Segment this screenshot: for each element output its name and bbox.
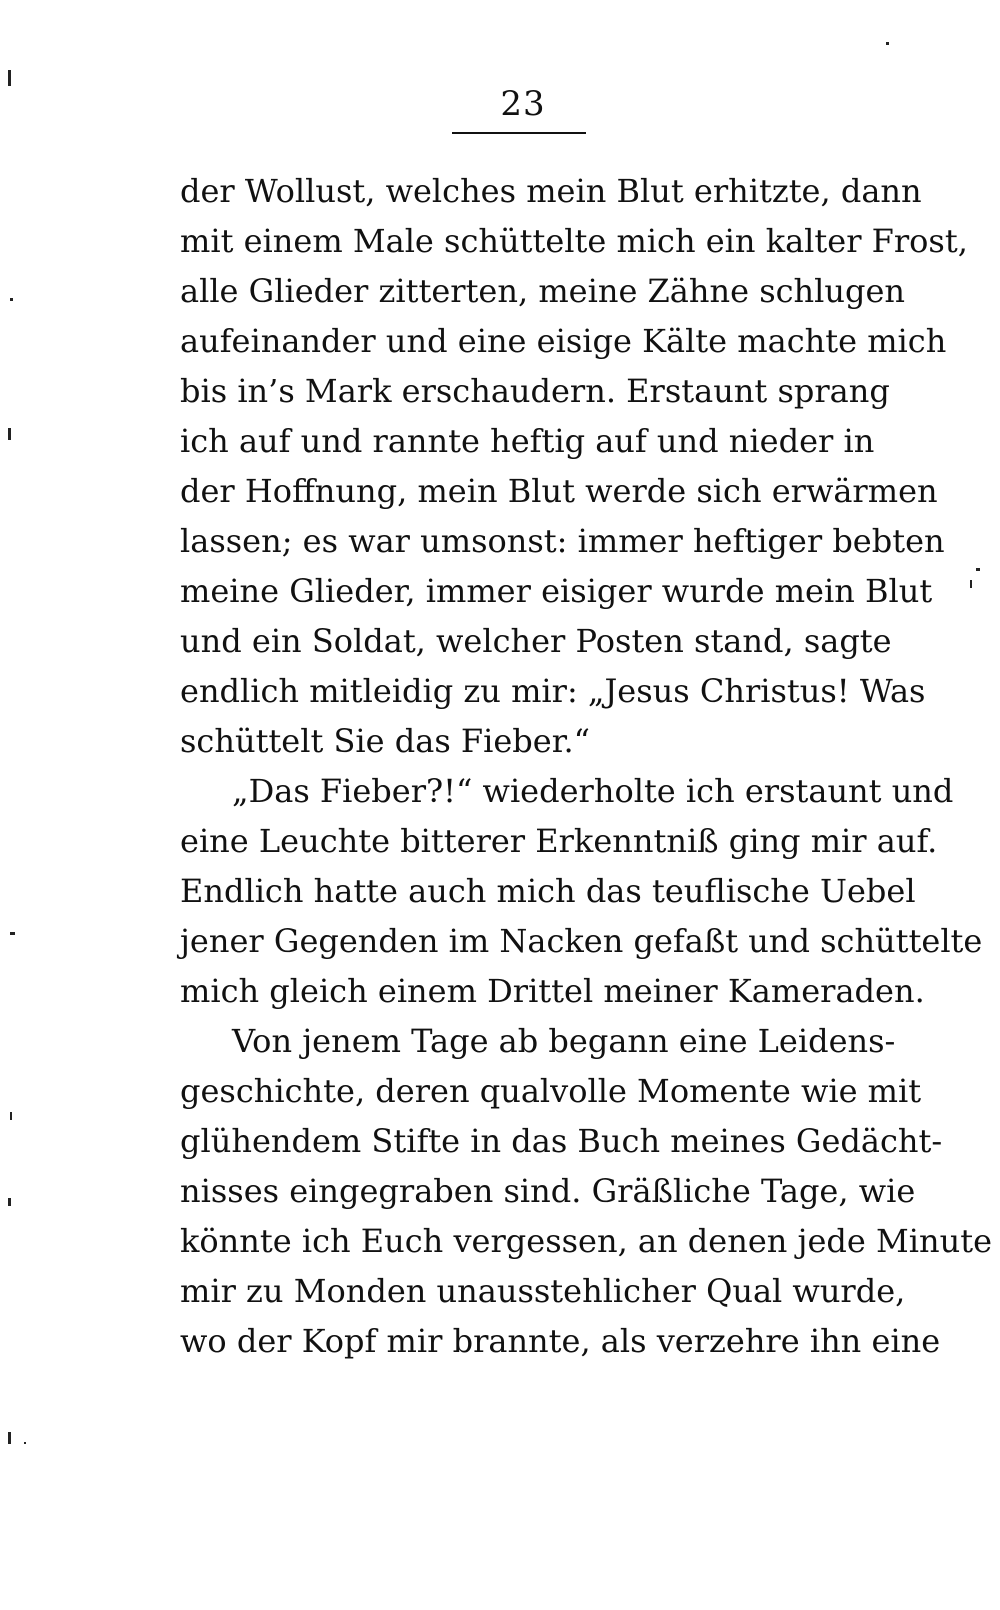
page-number-rule	[452, 132, 586, 134]
scan-speck	[24, 1442, 26, 1444]
text-line: „Das Fieber?!“ wiederholte ich erstaunt und	[232, 772, 954, 810]
scan-speck	[10, 1112, 12, 1120]
text-line: alle Glieder zitterten, meine Zähne schlugen	[180, 272, 906, 310]
scan-speck	[8, 1198, 11, 1206]
text-line: und ein Soldat, welcher Posten stand, sagte	[180, 622, 892, 660]
scan-speck	[8, 428, 11, 440]
text-line: meine Glieder, immer eisiger wurde mein Blut	[180, 572, 933, 610]
text-line: aufeinander und eine eisige Kälte machte mich	[180, 322, 947, 360]
scan-speck	[8, 1432, 11, 1444]
text-line: jener Gegenden im Nacken gefaßt und schüttelte	[180, 922, 983, 960]
text-line: Endlich hatte auch mich das teuflische Uebel	[180, 872, 916, 910]
text-line: glühendem Stifte in das Buch meines Gedächt-	[180, 1122, 943, 1160]
scan-speck	[10, 932, 15, 935]
text-line: mit einem Male schüttelte mich ein kalter Frost,	[180, 222, 968, 260]
text-line: der Hoffnung, mein Blut werde sich erwärmen	[180, 472, 938, 510]
text-line: wo der Kopf mir brannte, als verzehre ihn eine	[180, 1322, 941, 1360]
scan-speck	[8, 70, 11, 86]
text-line: eine Leuchte bitterer Erkenntniß ging mir auf.	[180, 822, 938, 860]
text-line: der Wollust, welches mein Blut erhitzte, dann	[180, 172, 922, 210]
text-line: ich auf und rannte heftig auf und nieder in	[180, 422, 875, 460]
scan-speck	[976, 568, 980, 571]
text-line: geschichte, deren qualvolle Momente wie mit	[180, 1072, 922, 1110]
body-text	[180, 166, 992, 1366]
page-number: 23	[500, 84, 546, 124]
text-line: endlich mitleidig zu mir: „Jesus Christus! Was	[180, 672, 926, 710]
text-line: mich gleich einem Drittel meiner Kameraden.	[180, 972, 925, 1010]
scan-speck	[886, 42, 889, 45]
text-line: schüttelt Sie das Fieber.“	[180, 722, 591, 760]
text-line: mir zu Monden unausstehlicher Qual wurde,	[180, 1272, 906, 1310]
text-line: nisses eingegraben sind. Gräßliche Tage, wie	[180, 1172, 916, 1210]
scan-speck	[970, 580, 972, 588]
scan-speck	[10, 298, 13, 301]
text-line: lassen; es war umsonst: immer heftiger bebten	[180, 522, 945, 560]
text-line: könnte ich Euch vergessen, an denen jede Minute	[180, 1222, 992, 1260]
text-line: Von jenem Tage ab begann eine Leidens-	[232, 1022, 896, 1060]
text-line: bis in’s Mark erschaudern. Erstaunt sprang	[180, 372, 890, 410]
